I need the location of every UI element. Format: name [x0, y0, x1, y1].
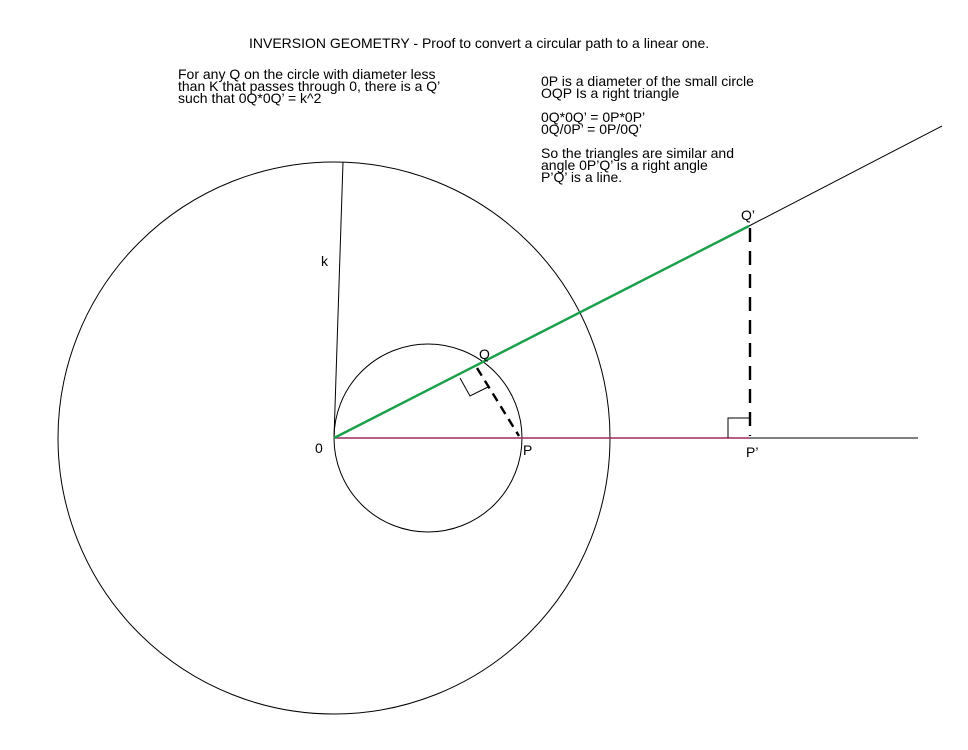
diagram-title: INVERSION GEOMETRY - Proof to convert a circular path to a linear one. [249, 35, 710, 51]
label-p: P [523, 442, 533, 458]
label-origin: 0 [315, 440, 323, 456]
note-right-line: 0Q*0Q’ = 0P*0P’ [541, 109, 646, 125]
label-p-prime: P’ [746, 444, 759, 460]
note-right-line: 0Q/0P’ = 0P/0Q’ [541, 121, 643, 137]
note-left-line: than K that passes through 0, there is a Q’ [178, 78, 441, 94]
note-right-line: angle 0P’Q’ is a right angle [541, 157, 708, 173]
label-q-prime: Q’ [741, 207, 755, 223]
note-right-line: 0P is a diameter of the small circle [541, 73, 754, 89]
label-radius-k: k [321, 253, 328, 269]
extension-ray [749, 126, 942, 226]
note-right-line: P’Q’ is a line. [541, 169, 623, 185]
right-angle-marker-q [460, 378, 488, 396]
right-angle-marker-p-prime [728, 418, 750, 438]
note-right-line: OQP Is a right triangle [541, 85, 680, 101]
note-left-line: such that 0Q*0Q’ = k^2 [178, 90, 322, 106]
note-right [541, 75, 754, 183]
note-right-line: So the triangles are similar and [541, 145, 734, 161]
note-left-line: For any Q on the circle with diameter less [178, 66, 436, 82]
dashed-q-to-p [477, 368, 519, 436]
green-ray-0-to-q-prime [334, 226, 749, 438]
label-q: Q [479, 346, 490, 362]
note-left [178, 68, 440, 104]
radius-k-line [334, 162, 343, 438]
